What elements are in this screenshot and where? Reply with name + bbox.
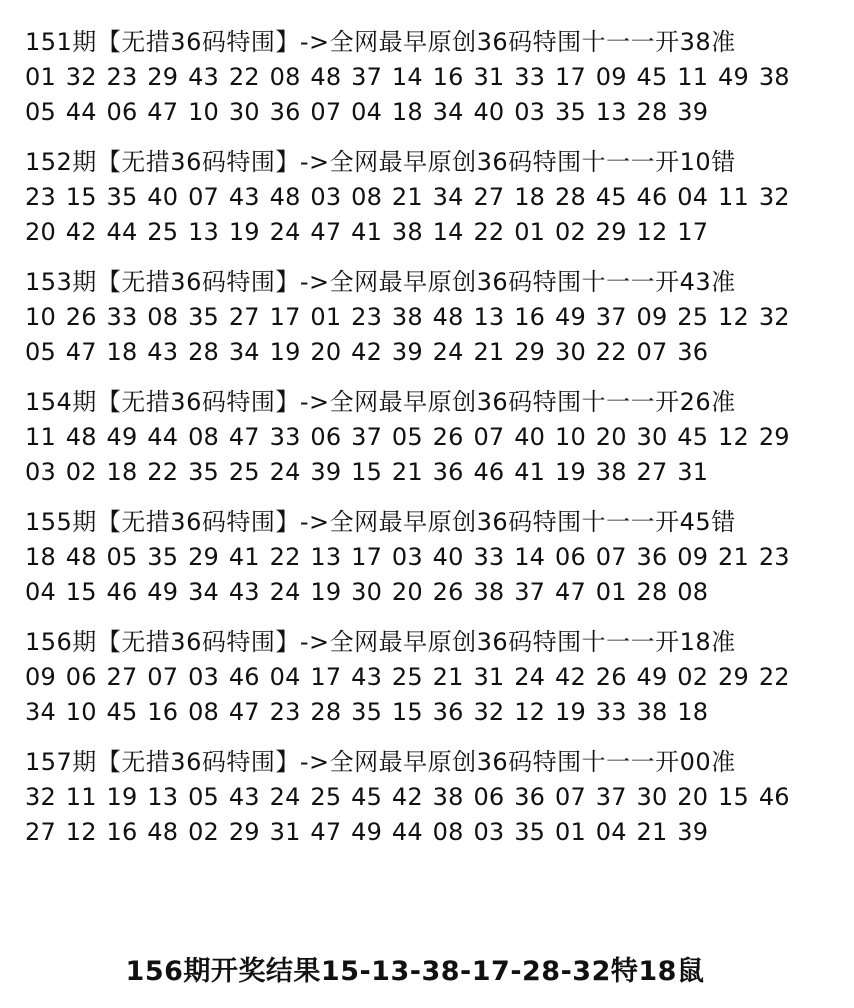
number-row: 32 11 19 13 05 43 24 25 45 42 38 06 36 07 37 30 20 15 46 bbox=[25, 783, 790, 811]
entry-header: 153期【无措36码特围】->全网最早原创36码特围十一一开43准 bbox=[25, 268, 736, 296]
number-row: 34 10 45 16 08 47 23 28 35 15 36 32 12 19 33 38 18 bbox=[25, 698, 709, 726]
number-row: 18 48 05 35 29 41 22 13 17 03 40 33 14 06 07 36 09 21 23 bbox=[25, 543, 790, 571]
entry-header: 152期【无措36码特围】->全网最早原创36码特围十一一开10错 bbox=[25, 148, 736, 176]
entry-154 bbox=[25, 385, 835, 490]
entry-156 bbox=[25, 625, 835, 730]
number-row: 11 48 49 44 08 47 33 06 37 05 26 07 40 10 20 30 45 12 29 bbox=[25, 423, 790, 451]
draw-result: 156期开奖结果15-13-38-17-28-32特18鼠 bbox=[125, 956, 705, 987]
entry-157 bbox=[25, 745, 835, 850]
number-row: 03 02 18 22 35 25 24 39 15 21 36 46 41 19 38 27 31 bbox=[25, 458, 709, 486]
number-row: 01 32 23 29 43 22 08 48 37 14 16 31 33 17 09 45 11 49 38 bbox=[25, 63, 790, 91]
number-row: 27 12 16 48 02 29 31 47 49 44 08 03 35 01 04 21 39 bbox=[25, 818, 709, 846]
number-row: 10 26 33 08 35 27 17 01 23 38 48 13 16 49 37 09 25 12 32 bbox=[25, 303, 790, 331]
entry-152 bbox=[25, 145, 835, 250]
entry-153 bbox=[25, 265, 835, 370]
entry-header: 154期【无措36码特围】->全网最早原创36码特围十一一开26准 bbox=[25, 388, 736, 416]
entry-155 bbox=[25, 505, 835, 610]
number-row: 05 44 06 47 10 30 36 07 04 18 34 40 03 35 13 28 39 bbox=[25, 98, 709, 126]
number-row: 05 47 18 43 28 34 19 20 42 39 24 21 29 30 22 07 36 bbox=[25, 338, 709, 366]
number-row: 20 42 44 25 13 19 24 47 41 38 14 22 01 02 29 12 17 bbox=[25, 218, 709, 246]
entry-header: 151期【无措36码特围】->全网最早原创36码特围十一一开38准 bbox=[25, 28, 736, 56]
entry-header: 155期【无措36码特围】->全网最早原创36码特围十一一开45错 bbox=[25, 508, 736, 536]
entry-header: 157期【无措36码特围】->全网最早原创36码特围十一一开00准 bbox=[25, 748, 736, 776]
number-row: 04 15 46 49 34 43 24 19 30 20 26 38 37 47 01 28 08 bbox=[25, 578, 709, 606]
entry-header: 156期【无措36码特围】->全网最早原创36码特围十一一开18准 bbox=[25, 628, 736, 656]
number-row: 23 15 35 40 07 43 48 03 08 21 34 27 18 28 45 46 04 11 32 bbox=[25, 183, 790, 211]
prediction-list bbox=[25, 25, 835, 865]
entry-151 bbox=[25, 25, 835, 130]
number-row: 09 06 27 07 03 46 04 17 43 25 21 31 24 42 26 49 02 29 22 bbox=[25, 663, 790, 691]
